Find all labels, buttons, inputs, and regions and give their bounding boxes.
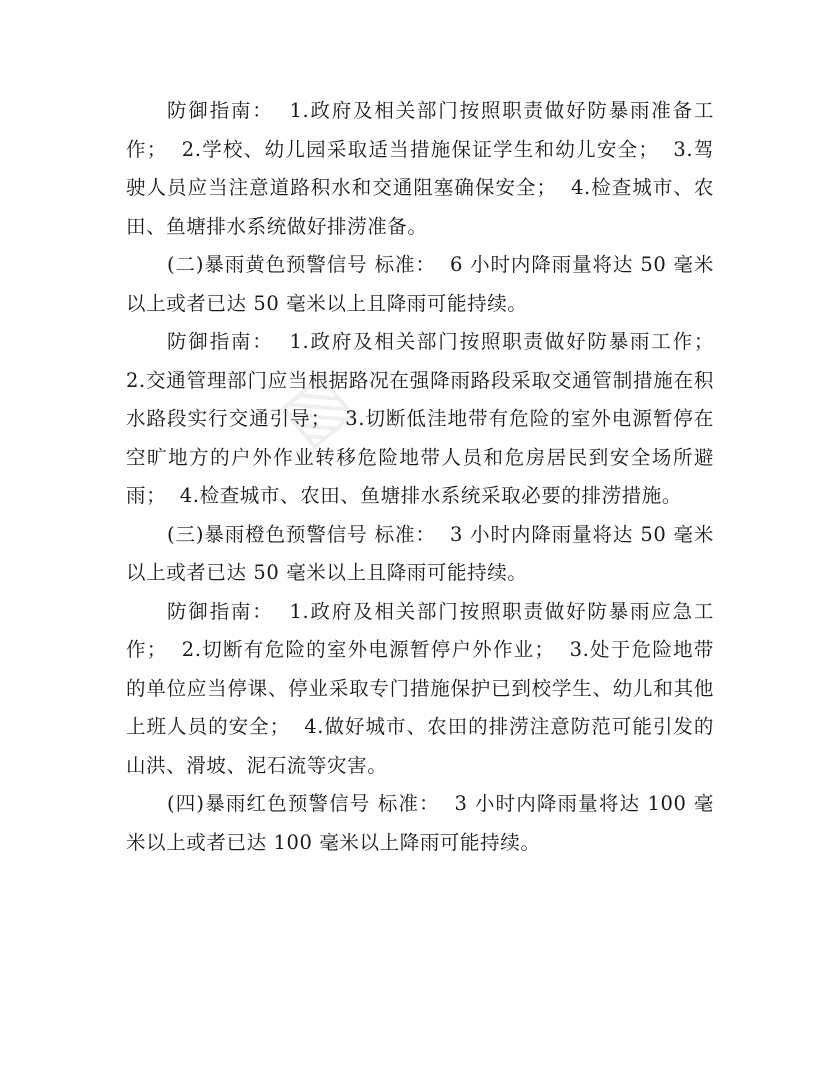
document-body [126, 92, 728, 862]
defense-guide-paragraph: 防御指南： 1.政府及相关部门按照职责做好防暴雨应急工作； 2.切断有危险的室外电源暂停户外作业； 3.处于危险地带的单位应当停课、停业采取专门措施保护已到校学生、幼儿和其他上班人员的安全； 4.做好城市、农田的排涝注意防范可能引发的山洪、滑坡、泥石流等灾害。 [126, 599, 714, 777]
red-warning-standard: (四)暴雨红色预警信号 标准： 3 小时内降雨量将达 100 毫米以上或者已达 100 毫米以上降雨可能持续。 [126, 792, 714, 854]
orange-warning-standard: (三)暴雨橙色预警信号 标准： 3 小时内降雨量将达 50 毫米以上或者已达 50 毫米以上且降雨可能持续。 [126, 522, 714, 584]
defense-guide-paragraph: 防御指南： 1.政府及相关部门按照职责做好防暴雨准备工作； 2.学校、幼儿园采取适当措施保证学生和幼儿安全； 3.驾驶人员应当注意道路积水和交通阻塞确保安全； 4.检查城市、农田、鱼塘排水系统做好排涝准备。 [126, 99, 714, 238]
yellow-warning-standard: (二)暴雨黄色预警信号 标准： 6 小时内降雨量将达 50 毫米以上或者已达 50 毫米以上且降雨可能持续。 [126, 253, 714, 315]
watermark: ▧ [262, 354, 367, 461]
defense-guide-paragraph: 防御指南： 1.政府及相关部门按照职责做好防暴雨工作； 2.交通管理部门应当根据路况在强降雨路段采取交通管制措施在积水路段实行交通引导； 3.切断低洼地带有危险的室外电源暂停在空旷地方的户外作业转移危险地带人员和危房居民到安全场所避雨； 4.检查城市、农田、鱼塘排水系统采取必要的排涝措施。 [126, 330, 728, 507]
